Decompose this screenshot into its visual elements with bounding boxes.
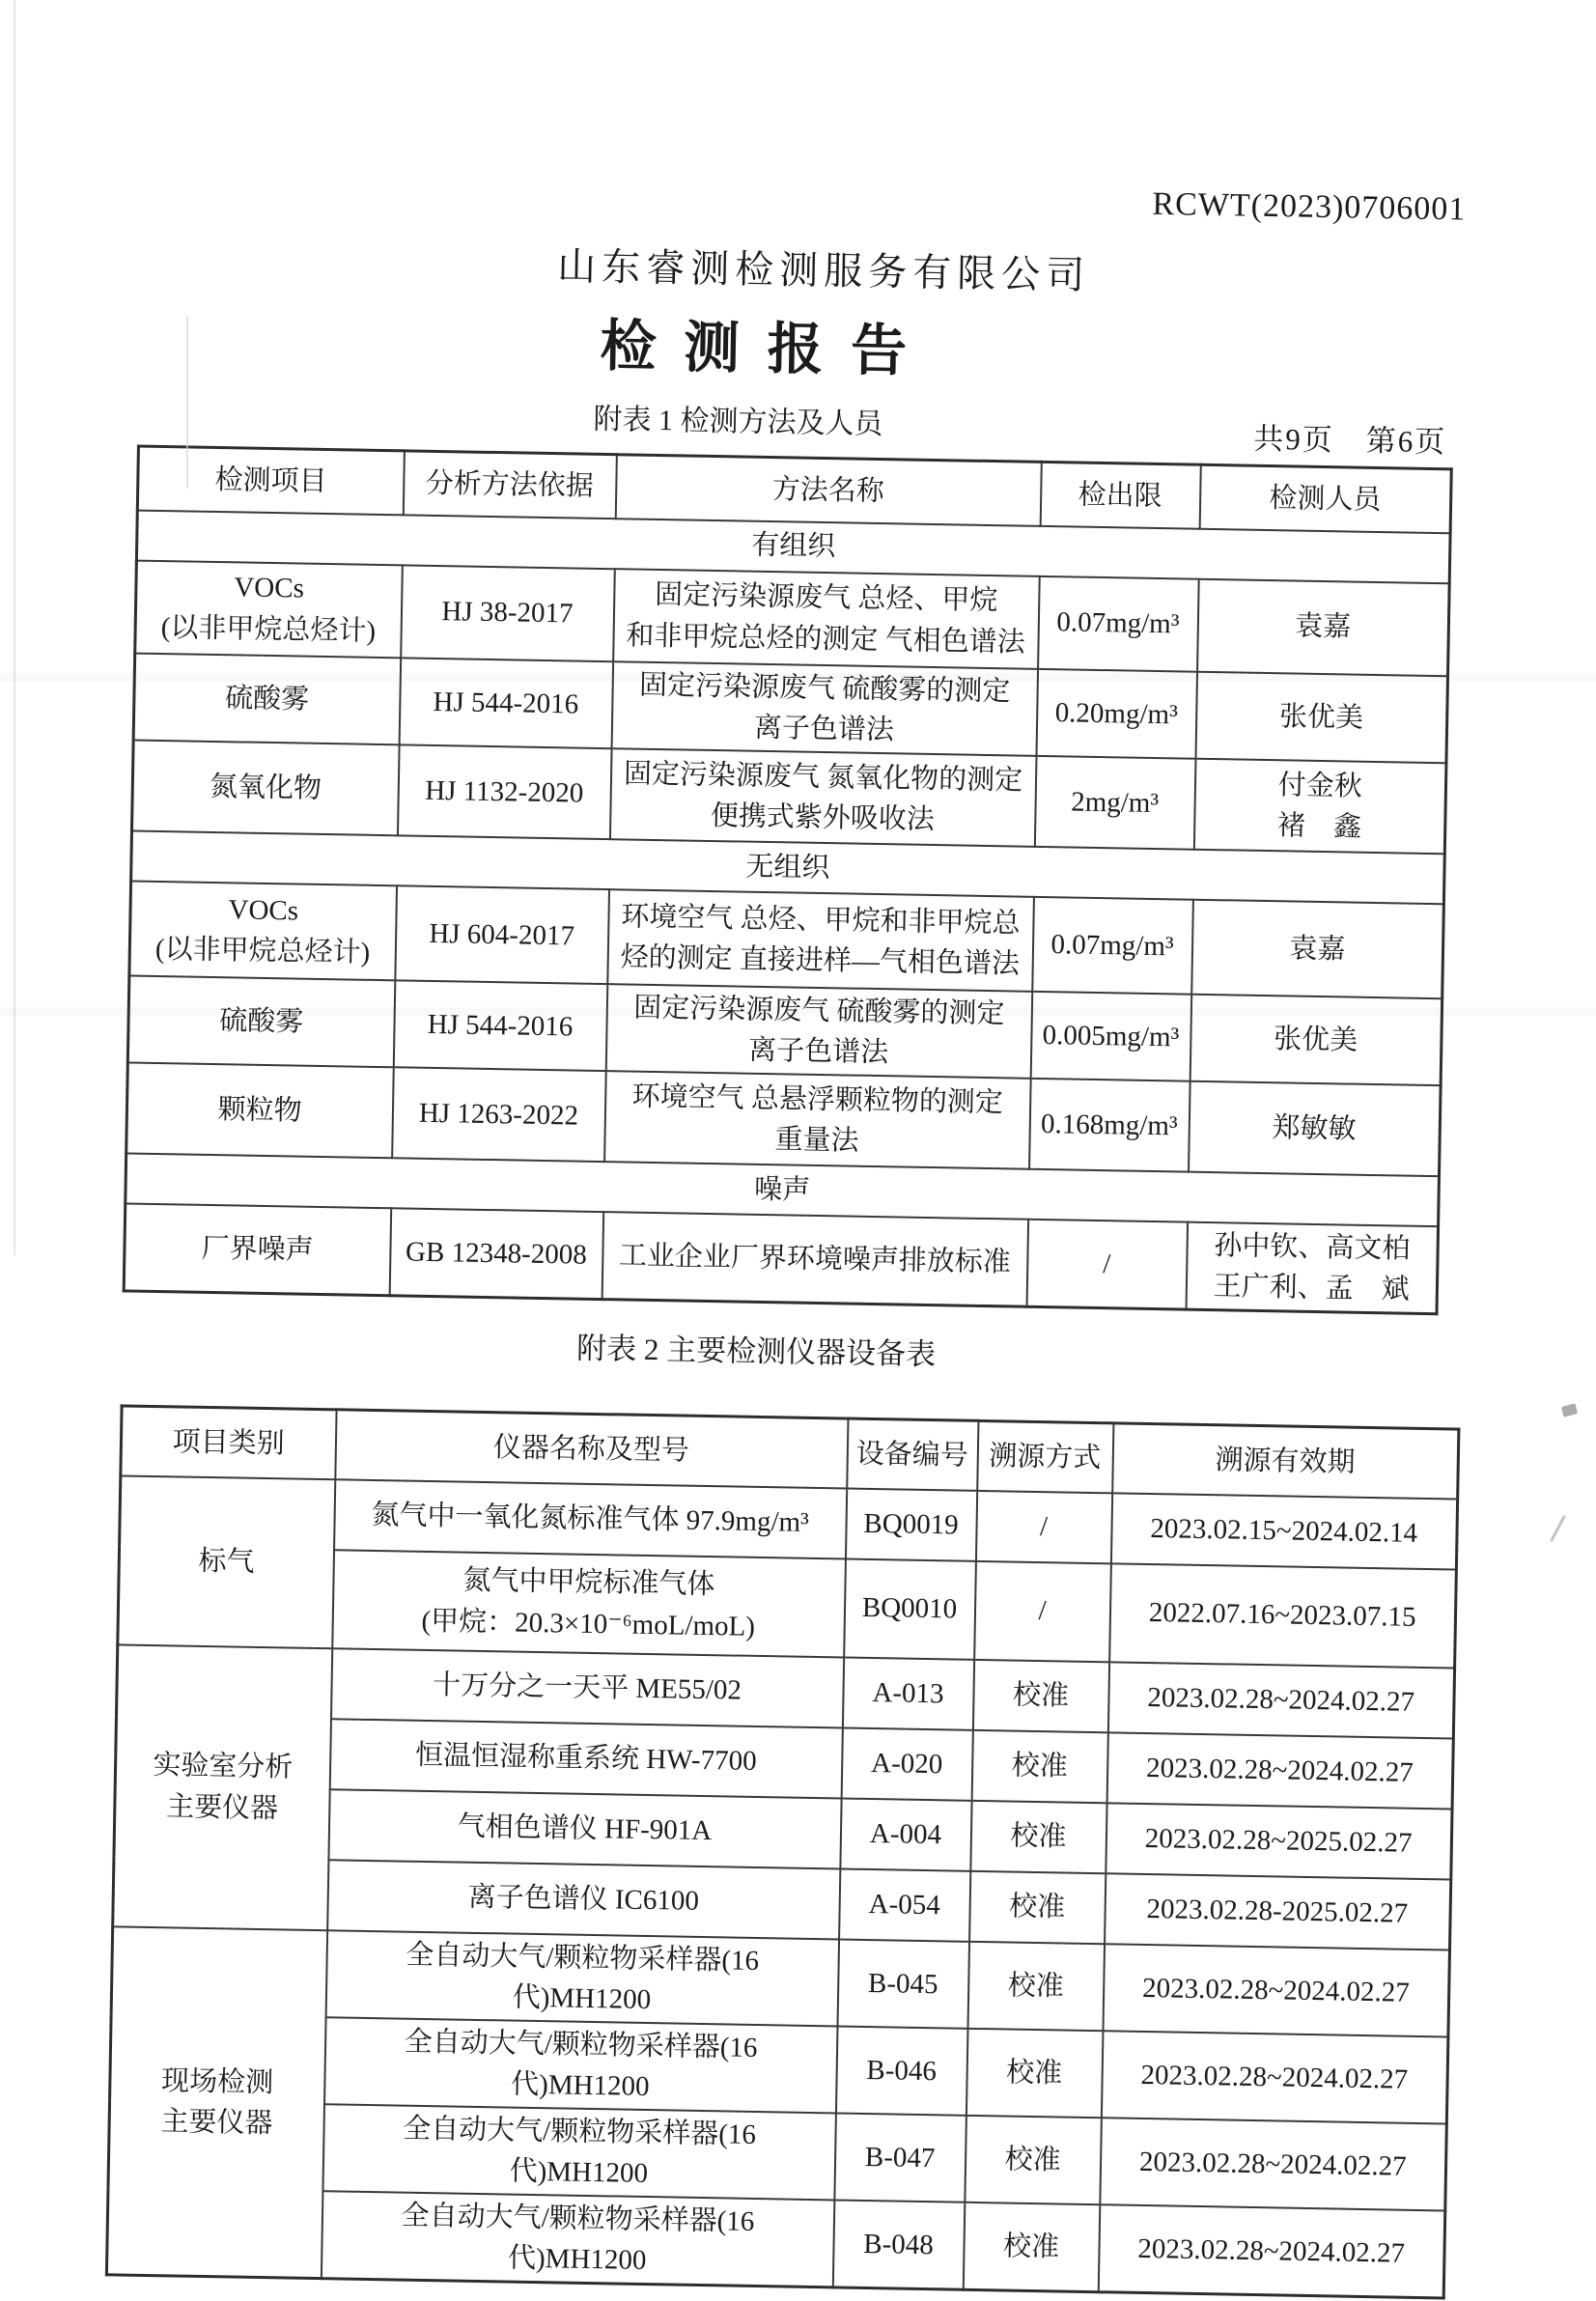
- cell-test-item: VOCs (以非甲烷总烃计): [135, 560, 403, 658]
- table2-caption: 附表 2 主要检测仪器设备表: [575, 1331, 937, 1372]
- cell-device-no: B-045: [837, 1939, 969, 2028]
- table1-caption-row: [137, 387, 1451, 460]
- report-title: 检 测 报 告: [600, 314, 914, 383]
- cell-method-basis: HJ 544-2016: [393, 980, 607, 1071]
- company-name: 山东睿测检测服务有限公司: [556, 244, 1091, 297]
- cell-device-no: B-048: [832, 2200, 965, 2289]
- cell-test-item: 硫酸雾: [133, 653, 401, 744]
- section-label-unorganized: 无组织: [131, 830, 1445, 904]
- cell-method-basis: HJ 1263-2022: [392, 1067, 606, 1162]
- cell-personnel: 袁嘉: [1197, 578, 1450, 676]
- cell-personnel: 张优美: [1195, 671, 1448, 763]
- cell-device-no: A-054: [839, 1868, 970, 1941]
- cell-trace-validity: 2023.02.28~2024.02.27: [1098, 2204, 1445, 2298]
- cell-method-name: 固定污染源废气 氮氧化物的测定 便携式紫外吸收法: [609, 748, 1036, 847]
- cell-personnel: 郑敏敏: [1189, 1080, 1442, 1176]
- cell-trace-method: 校准: [965, 2115, 1102, 2204]
- cell-instrument: 离子色谱仪 IC6100: [327, 1860, 840, 1939]
- cell-trace-validity: 2023.02.15~2024.02.14: [1110, 1493, 1457, 1569]
- cell-detection-limit: 0.168mg/m³: [1029, 1078, 1190, 1171]
- cell-trace-validity: 2023.02.28~2024.02.27: [1101, 2031, 1448, 2123]
- cell-instrument: 恒温恒湿称重系统 HW-7700: [329, 1719, 842, 1798]
- cell-test-item: 颗粒物: [126, 1062, 394, 1158]
- cell-detection-limit: /: [1026, 1219, 1188, 1308]
- cell-test-item: 氮氧化物: [132, 740, 400, 835]
- column-header-device-no: 设备编号: [847, 1418, 978, 1490]
- cell-method-basis: HJ 544-2016: [399, 658, 613, 748]
- cell-device-no: BQ0019: [845, 1488, 976, 1560]
- report-number: RCWT(2023)0706001: [1152, 185, 1467, 228]
- cell-personnel: 袁嘉: [1191, 899, 1444, 998]
- column-header-detection-limit: 检出限: [1040, 462, 1200, 528]
- cell-trace-method: 校准: [972, 1659, 1108, 1731]
- table1-caption: 附表 1 检测方法及人员: [593, 403, 883, 441]
- column-header-personnel: 检测人员: [1199, 464, 1451, 533]
- cell-instrument: 氮气中一氧化氮标准气体 97.9mg/m³: [334, 1479, 847, 1558]
- cell-category-field-instruments: 现场检测 主要仪器: [106, 1926, 326, 2279]
- cell-device-no: A-004: [840, 1798, 971, 1870]
- column-header-method-name: 方法名称: [615, 455, 1041, 526]
- cell-detection-limit: 0.20mg/m³: [1036, 668, 1197, 758]
- cell-method-name: 环境空气 总悬浮颗粒物的测定 重量法: [604, 1071, 1031, 1169]
- cell-method-basis: HJ 1132-2020: [397, 744, 611, 839]
- cell-trace-method: 校准: [971, 1729, 1107, 1802]
- cell-device-no: BQ0010: [844, 1558, 976, 1659]
- cell-method-basis: HJ 604-2017: [395, 885, 609, 984]
- cell-method-name: 环境空气 总烃、甲烷和非甲烷总 烃的测定 直接进样—气相色谱法: [607, 889, 1034, 992]
- cell-instrument: 全自动大气/颗粒物采样器(16 代)MH1200: [324, 2017, 837, 2113]
- cell-detection-limit: 0.005mg/m³: [1030, 991, 1191, 1080]
- cell-method-name: 固定污染源废气 硫酸雾的测定 离子色谱法: [605, 984, 1032, 1079]
- instruments-table: [105, 1404, 1461, 2299]
- page-indicator: 共9页 第6页: [1252, 421, 1447, 460]
- column-header-trace-method: 溯源方式: [977, 1420, 1113, 1492]
- cell-instrument: 全自动大气/颗粒物采样器(16 代)MH1200: [322, 2104, 835, 2200]
- cell-instrument: 氮气中甲烷标准气体 (甲烷：20.3×10⁻⁶moL/moL): [332, 1550, 846, 1657]
- cell-trace-validity: 2023.02.28~2024.02.27: [1103, 1944, 1450, 2036]
- cell-trace-validity: 2022.07.16~2023.07.15: [1109, 1563, 1457, 1668]
- cell-device-no: B-046: [835, 2026, 967, 2115]
- cell-device-no: B-047: [834, 2113, 966, 2202]
- cell-detection-limit: 0.07mg/m³: [1032, 896, 1193, 994]
- cell-test-item: VOCs (以非甲烷总烃计): [129, 881, 397, 980]
- cell-test-item: 厂界噪声: [124, 1203, 391, 1295]
- methods-personnel-table: [123, 445, 1453, 1315]
- cell-trace-validity: 2023.02.28~2024.02.27: [1106, 1732, 1453, 1809]
- cell-category-standard-gas: 标气: [118, 1475, 335, 1648]
- cell-method-name: 固定污染源废气 总烃、甲烷 和非甲烷总烃的测定 气相色谱法: [613, 569, 1040, 669]
- cell-trace-validity: 2023.02.28~2024.02.27: [1100, 2118, 1447, 2210]
- cell-instrument: 十万分之一天平 ME55/02: [330, 1648, 843, 1727]
- cell-trace-validity: 2023.02.28~2024.02.27: [1107, 1662, 1454, 1738]
- cell-instrument: 全自动大气/颗粒物采样器(16 代)MH1200: [325, 1930, 838, 2026]
- cell-trace-method: 校准: [963, 2203, 1100, 2292]
- cell-trace-method: /: [974, 1560, 1111, 1661]
- cell-instrument: 全自动大气/颗粒物采样器(16 代)MH1200: [321, 2191, 834, 2287]
- cell-category-lab-instruments: 实验室分析 主要仪器: [113, 1644, 332, 1930]
- cell-personnel: 孙中钦、高文柏 王广利、孟 斌: [1186, 1221, 1439, 1313]
- cell-instrument: 气相色谱仪 HF-901A: [328, 1789, 841, 1868]
- cell-personnel: 张优美: [1190, 994, 1442, 1085]
- cell-trace-method: /: [975, 1490, 1111, 1562]
- cell-method-name: 工业企业厂界环境噪声排放标准: [602, 1212, 1028, 1306]
- cell-device-no: A-020: [841, 1727, 972, 1800]
- column-header-trace-validity: 溯源有效期: [1112, 1423, 1459, 1499]
- cell-method-basis: GB 12348-2008: [389, 1208, 603, 1299]
- cell-trace-method: 校准: [967, 1941, 1105, 2031]
- column-header-instrument: 仪器名称及型号: [335, 1410, 848, 1488]
- cell-trace-method: 校准: [970, 1800, 1106, 1872]
- section-label-organized: 有组织: [136, 510, 1450, 583]
- cell-trace-validity: 2023.02.28-2025.02.27: [1105, 1873, 1451, 1950]
- column-header-test-item: 检测项目: [137, 446, 404, 515]
- cell-trace-validity: 2023.02.28~2025.02.27: [1106, 1803, 1452, 1879]
- cell-test-item: 硫酸雾: [127, 975, 395, 1067]
- cell-device-no: A-013: [842, 1657, 973, 1729]
- cell-method-name: 固定污染源废气 硫酸雾的测定 离子色谱法: [611, 661, 1038, 756]
- cell-method-basis: HJ 38-2017: [401, 565, 615, 661]
- cell-personnel: 付金秋 褚 鑫: [1193, 758, 1446, 854]
- column-header-category: 项目类别: [121, 1406, 336, 1479]
- cell-trace-method: 校准: [969, 1870, 1106, 1943]
- section-label-noise: 噪声: [126, 1153, 1440, 1226]
- cell-detection-limit: 2mg/m³: [1034, 755, 1195, 849]
- cell-detection-limit: 0.07mg/m³: [1038, 575, 1199, 671]
- cell-trace-method: 校准: [966, 2028, 1103, 2118]
- column-header-method-basis: 分析方法依据: [403, 451, 616, 519]
